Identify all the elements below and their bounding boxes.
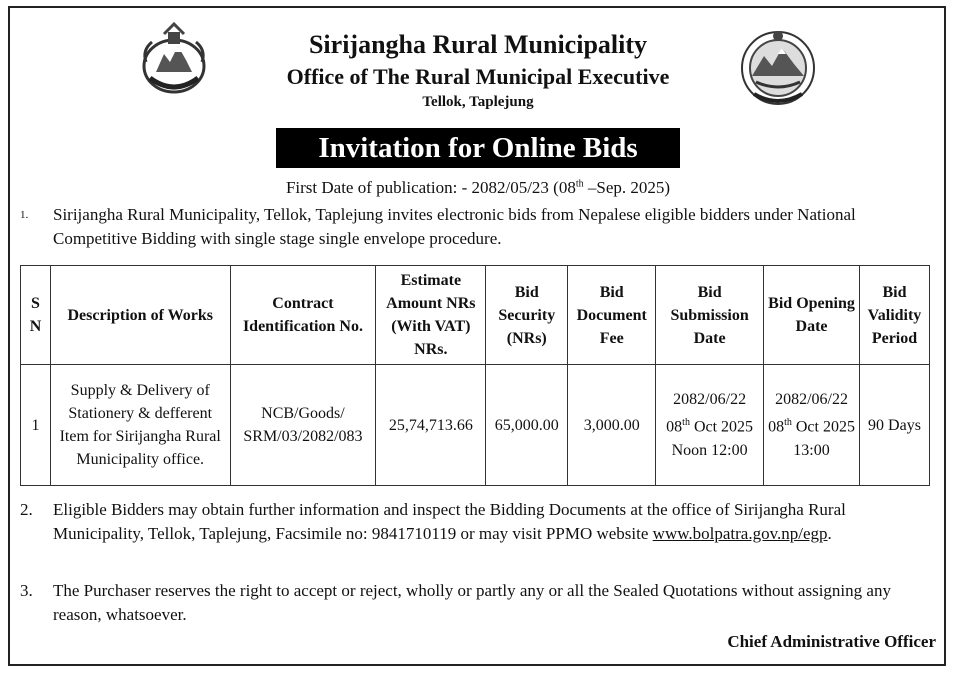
- col-header: Bid Document Fee: [568, 266, 656, 365]
- col-header: Bid Opening Date: [764, 266, 860, 365]
- publication-date: First Date of publication: - 2082/05/23 (08th –Sep. 2025): [285, 178, 671, 197]
- clause-number: 2.: [20, 500, 33, 519]
- col-header: Estimate Amount NRs (With VAT) NRs.: [376, 266, 486, 365]
- office-name: Office of The Rural Municipal Executive: [286, 64, 670, 89]
- table-row: [21, 365, 930, 486]
- cell-description: Supply & Delivery of Stationery & defferent Item for Sirijangha Rural Municipality office.: [50, 365, 230, 486]
- col-header: Bid Submission Date: [656, 266, 764, 365]
- clause-number: 3.: [20, 581, 33, 600]
- col-header: Bid Security (NRs): [486, 266, 568, 365]
- table-header-row: [21, 266, 930, 365]
- cell-security: 65,000.00: [486, 365, 568, 486]
- clause-2: [20, 498, 936, 570]
- cell-sn: 1: [21, 365, 51, 486]
- cell-submission-date: 2082/06/22 08th Oct 2025 Noon 12:00: [656, 365, 764, 486]
- clause-text: Sirijangha Rural Municipality, Tellok, Taplejung invites electronic bids from Nepalese eligible bidders under National Competitive Bidding with single stage single envelope procedure.: [53, 205, 856, 248]
- col-header: S N: [21, 266, 51, 365]
- notice-title: Invitation for Online Bids: [276, 128, 680, 168]
- bid-table: [20, 265, 930, 486]
- cell-validity: 90 Days: [859, 365, 929, 486]
- office-location: Tellok, Taplejung: [422, 94, 534, 110]
- cell-doc-fee: 3,000.00: [568, 365, 656, 486]
- col-header: Description of Works: [50, 266, 230, 365]
- org-name: Sirijangha Rural Municipality: [308, 30, 648, 59]
- signature-title: Chief Administrative Officer: [727, 632, 936, 651]
- col-header: Contract Identification No.: [230, 266, 376, 365]
- cell-opening-date: 2082/06/22 08th Oct 2025 13:00: [764, 365, 860, 486]
- clause-number: 1.: [20, 209, 29, 221]
- col-header: Bid Validity Period: [859, 266, 929, 365]
- clause-text: Eligible Bidders may obtain further information and inspect the Bidding Documents at the office of Sirijangha Rural Municipality, Tellok, Taplejung, Facsimile no: 9841710119 or may visit PPMO website www.bolpatra.gov.np/egp.: [53, 500, 846, 543]
- cell-estimate: 25,74,713.66: [376, 365, 486, 486]
- ppmo-website-link[interactable]: www.bolpatra.gov.np/egp: [652, 524, 828, 543]
- cell-contract-id: NCB/Goods/ SRM/03/2082/083: [230, 365, 376, 486]
- clause-text: The Purchaser reserves the right to accept or reject, wholly or partly any or all the Sealed Quotations without assigning any reason, whatsoever.: [53, 581, 891, 624]
